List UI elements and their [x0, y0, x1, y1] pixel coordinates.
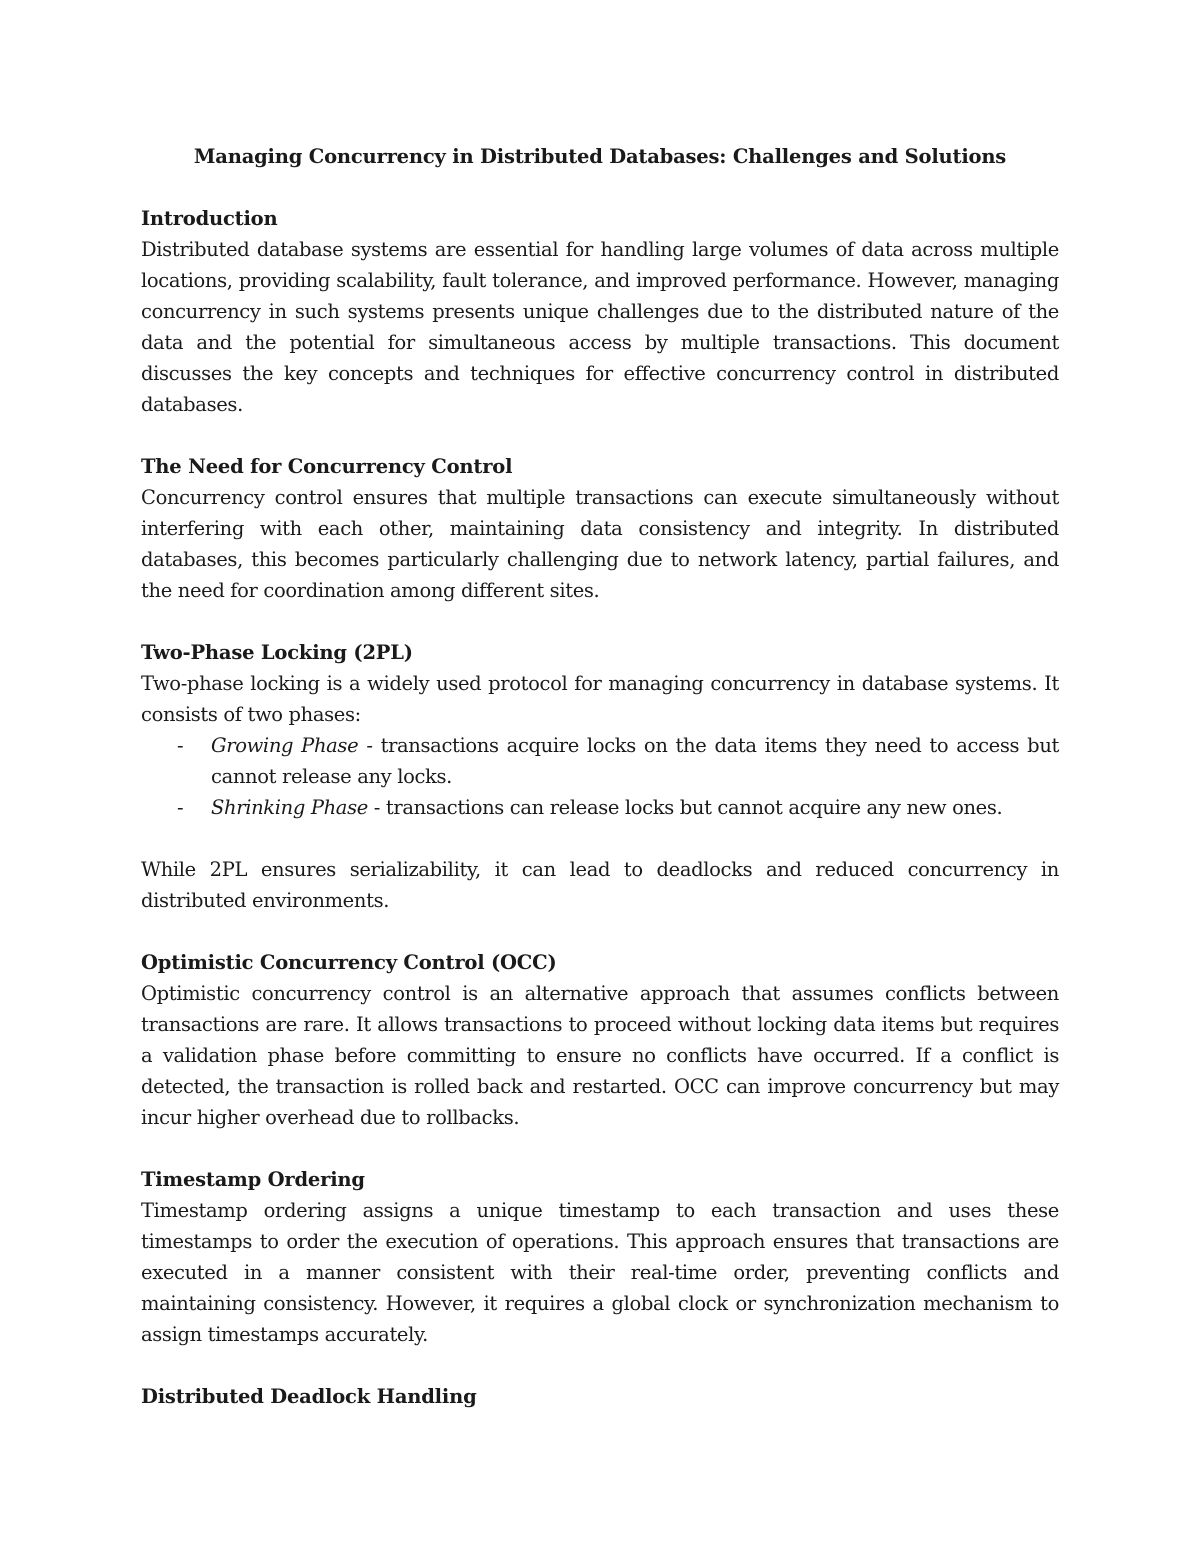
- section-timestamp-ordering: [141, 1164, 1059, 1350]
- section-optimistic-concurrency-control: [141, 947, 1059, 1133]
- section-introduction: [141, 203, 1059, 420]
- heading-introduction: Introduction: [141, 207, 278, 230]
- phase-text-shrinking: - transactions can release locks but cannot acquire any new ones.: [367, 796, 1003, 819]
- bullet-dash: -: [177, 734, 184, 757]
- heading-two-phase-locking: Two-Phase Locking (2PL): [141, 641, 413, 664]
- list-item-shrinking-phase: [141, 792, 1059, 823]
- section-distributed-deadlock-handling: [141, 1381, 1059, 1412]
- heading-distributed-deadlock-handling: Distributed Deadlock Handling: [141, 1385, 477, 1408]
- phase-name-shrinking: Shrinking Phase: [211, 796, 368, 819]
- document-title: Managing Concurrency in Distributed Databases: Challenges and Solutions: [193, 145, 1007, 168]
- paragraph-need-for-concurrency-control: Concurrency control ensures that multiple transactions can execute simultaneously without interfering with each other, maintaining data consistency and integrity. In distributed databases, this becomes particularly challenging due to network latency, partial failures, and the need for coordination among different sites.: [141, 486, 1059, 602]
- heading-timestamp-ordering: Timestamp Ordering: [141, 1168, 365, 1191]
- paragraph-two-phase-locking-intro: Two-phase locking is a widely used protocol for managing concurrency in database systems. It consists of two phases:: [141, 672, 1059, 726]
- document-page: [141, 141, 1059, 1443]
- bullet-dash: -: [177, 796, 184, 819]
- paragraph-two-phase-locking-conclusion: While 2PL ensures serializability, it can lead to deadlocks and reduced concurrency in distributed environments.: [141, 858, 1059, 912]
- paragraph-timestamp-ordering: Timestamp ordering assigns a unique timestamp to each transaction and uses these timestamps to order the execution of operations. This approach ensures that transactions are executed in a manner consistent with their real-time order, preventing conflicts and maintaining consistency. However, it requires a global clock or synchronization mechanism to assign timestamps accurately.: [141, 1199, 1059, 1346]
- heading-optimistic-concurrency-control: Optimistic Concurrency Control (OCC): [141, 951, 557, 974]
- list-item-growing-phase: [141, 730, 1059, 792]
- section-two-phase-locking-conclusion: [141, 854, 1059, 916]
- heading-need-for-concurrency-control: The Need for Concurrency Control: [141, 455, 513, 478]
- section-need-for-concurrency-control: [141, 451, 1059, 606]
- section-two-phase-locking: [141, 637, 1059, 823]
- phase-name-growing: Growing Phase: [211, 734, 359, 757]
- phase-list: [141, 730, 1059, 823]
- paragraph-optimistic-concurrency-control: Optimistic concurrency control is an alternative approach that assumes conflicts between transactions are rare. It allows transactions to proceed without locking data items but requires a validation phase before committing to ensure no conflicts have occurred. If a conflict is detected, the transaction is rolled back and restarted. OCC can improve concurrency but may incur higher overhead due to rollbacks.: [141, 982, 1059, 1129]
- phase-text-growing: - transactions acquire locks on the data items they need to access but cannot release any locks.: [211, 734, 1060, 788]
- paragraph-introduction: Distributed database systems are essential for handling large volumes of data across multiple locations, providing scalability, fault tolerance, and improved performance. However, managing concurrency in such systems presents unique challenges due to the distributed nature of the data and the potential for simultaneous access by multiple transactions. This document discusses the key concepts and techniques for effective concurrency control in distributed databases.: [141, 238, 1059, 416]
